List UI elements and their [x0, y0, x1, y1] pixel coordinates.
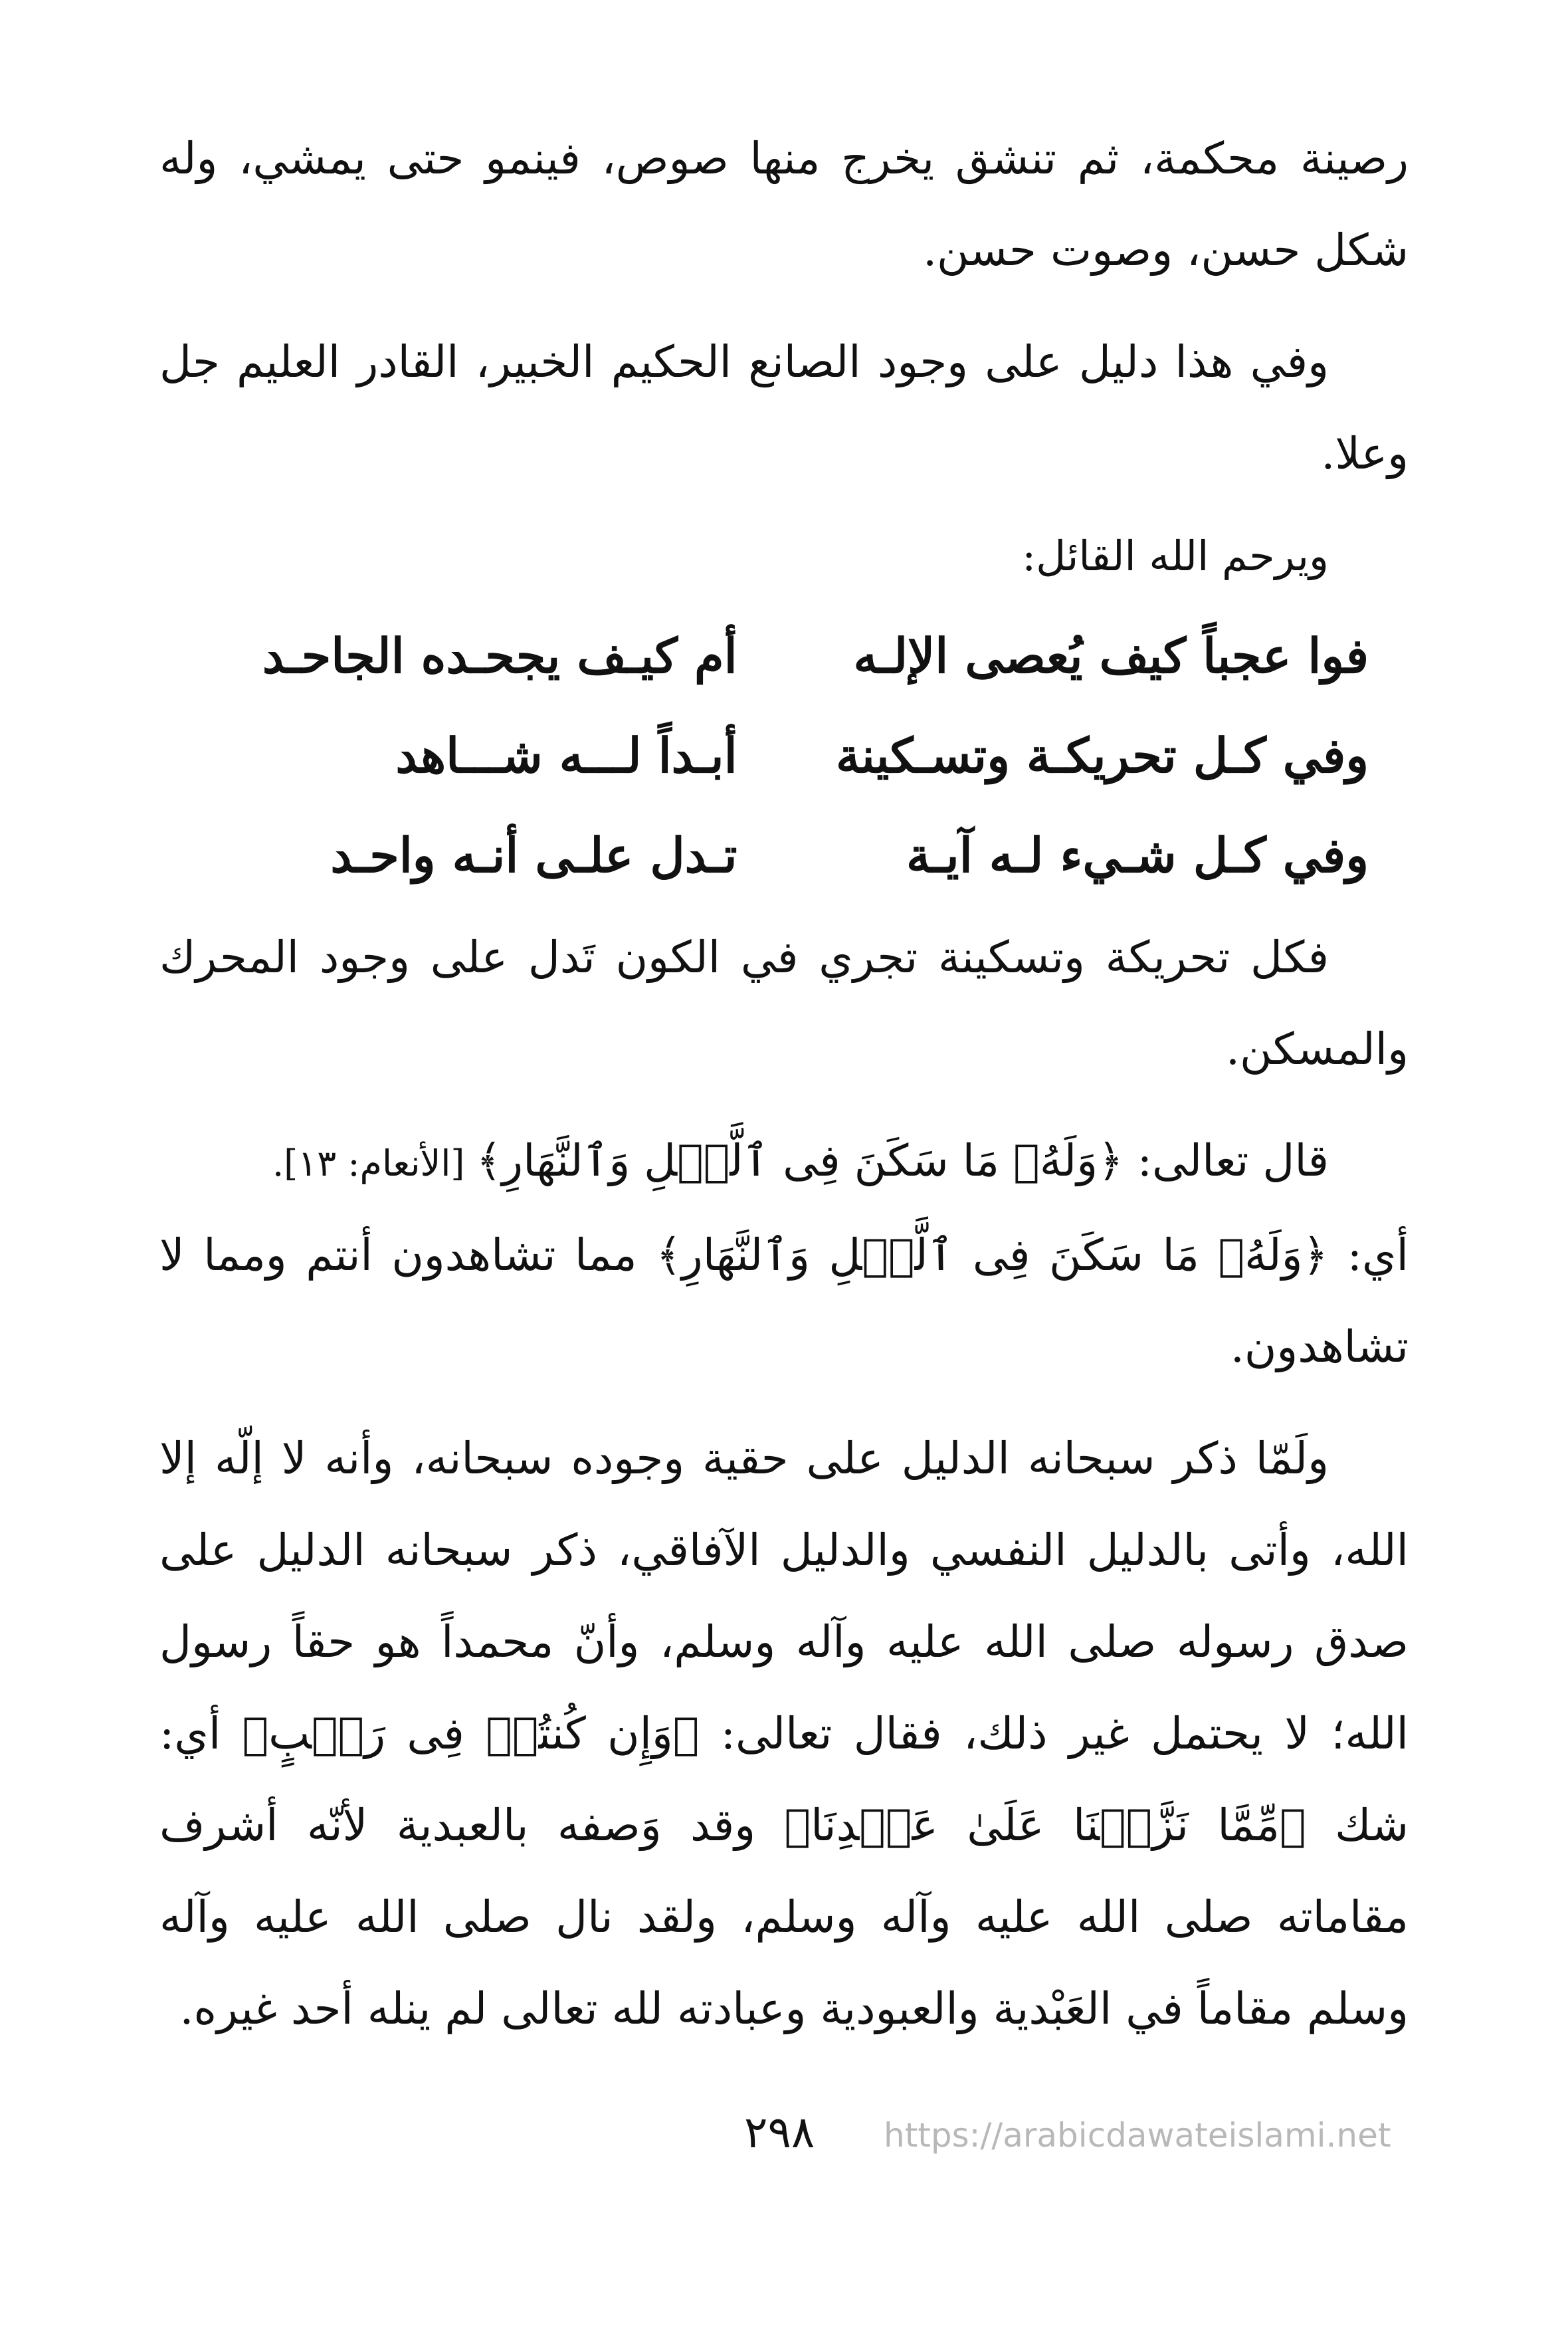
poem-hemistich-second: تـدل علـى أنـه واحـد [330, 827, 737, 883]
paragraph-7-part-1: ولَمّا ذكر سبحانه الدليل على حقية وجوده سبحانه، وأنه لا إلّه إلا الله، وأتى بالدليل النفسي والدليل الآفاقي، ذكر سبحانه الدليل على صدق رسوله صلى الله عليه وآله وسلم، وأنّ محمداً هو حقاً رسول الله؛ لا يحتمل غير ذلك، فقال تعالى: [159, 1433, 1409, 1759]
poem-verse [159, 706, 1409, 805]
paragraph-7 [159, 1413, 1409, 2055]
quran-verse: ﴿وَلَهُۥ مَا سَكَنَ فِى ٱلَّيۡلِ وَٱلنَّهَارِ﴾ [476, 1135, 1124, 1186]
verse-reference: [الأنعام: ١٣]. [272, 1142, 476, 1184]
paragraph-quran-citation [159, 1115, 1409, 1210]
poem-verse [159, 805, 1409, 905]
quran-verse: ﴿وَإِن كُنتُمۡ فِى رَيۡبٍ﴾ [242, 1708, 700, 1759]
page-content [159, 113, 1409, 2055]
paragraph-7-part-3: وقد وَصفه بالعبدية لأنّه أشرف مقاماته صلى الله عليه وآله وسلم، ولقد نال صلى الله عليه وآله وسلم مقاماً في العَبْدية والعبودية وعبادته لله تعالى لم ينله أحد غيره. [159, 1800, 1409, 2034]
poem [159, 606, 1409, 905]
poem-intro: ويرحم الله القائل: [1022, 532, 1329, 580]
poem-hemistich-second: أم كيـف يجحـده الجاحـد [262, 627, 737, 684]
explanation-text: مما تشاهدون أنتم ومما لا تشاهدون. [159, 1229, 1409, 1372]
explanation-intro: أي: [1328, 1229, 1409, 1281]
paragraph-2: وفي هذا دليل على وجود الصانع الحكيم الخبير، القادر العليم جل وعلا. [159, 336, 1409, 479]
poem-verse [159, 606, 1409, 706]
paragraph-7-part-2: أي: شك [159, 1708, 1409, 1851]
quote-intro: قال تعالى: [1123, 1135, 1329, 1186]
poem-hemistich-first: وفي كـل تحريكـة وتسـكينة [836, 727, 1369, 784]
watermark-url: https://arabicdawateislami.net [884, 2116, 1391, 2155]
page-footer [0, 2107, 1568, 2186]
poem-hemistich-first: وفي كـل شـيء لـه آيـة [906, 827, 1369, 883]
poem-hemistich-first: فوا عجباً كيف يُعصى الإلـه [853, 627, 1369, 684]
page-number: ٢٩٨ [744, 2107, 815, 2158]
quran-verse: ﴿مِّمَّا نَزَّلۡنَا عَلَىٰ عَبۡدِنَا﴾ [784, 1800, 1306, 1851]
paragraph-1: رصينة محكمة، ثم تنشق يخرج منها صوص، فينمو حتى يمشي، وله شكل حسن، وصوت حسن. [159, 133, 1409, 276]
paragraph-4: فكل تحريكة وتسكينة تجري في الكون تَدل على وجود المحرك والمسكن. [159, 932, 1409, 1075]
poem-hemistich-second: أبـداً لـــه شـــاهد [395, 727, 737, 784]
paragraph-explanation [159, 1210, 1409, 1393]
quran-verse: ﴿وَلَهُۥ مَا سَكَنَ فِى ٱلَّيۡلِ وَٱلنَّهَارِ﴾ [656, 1229, 1329, 1281]
